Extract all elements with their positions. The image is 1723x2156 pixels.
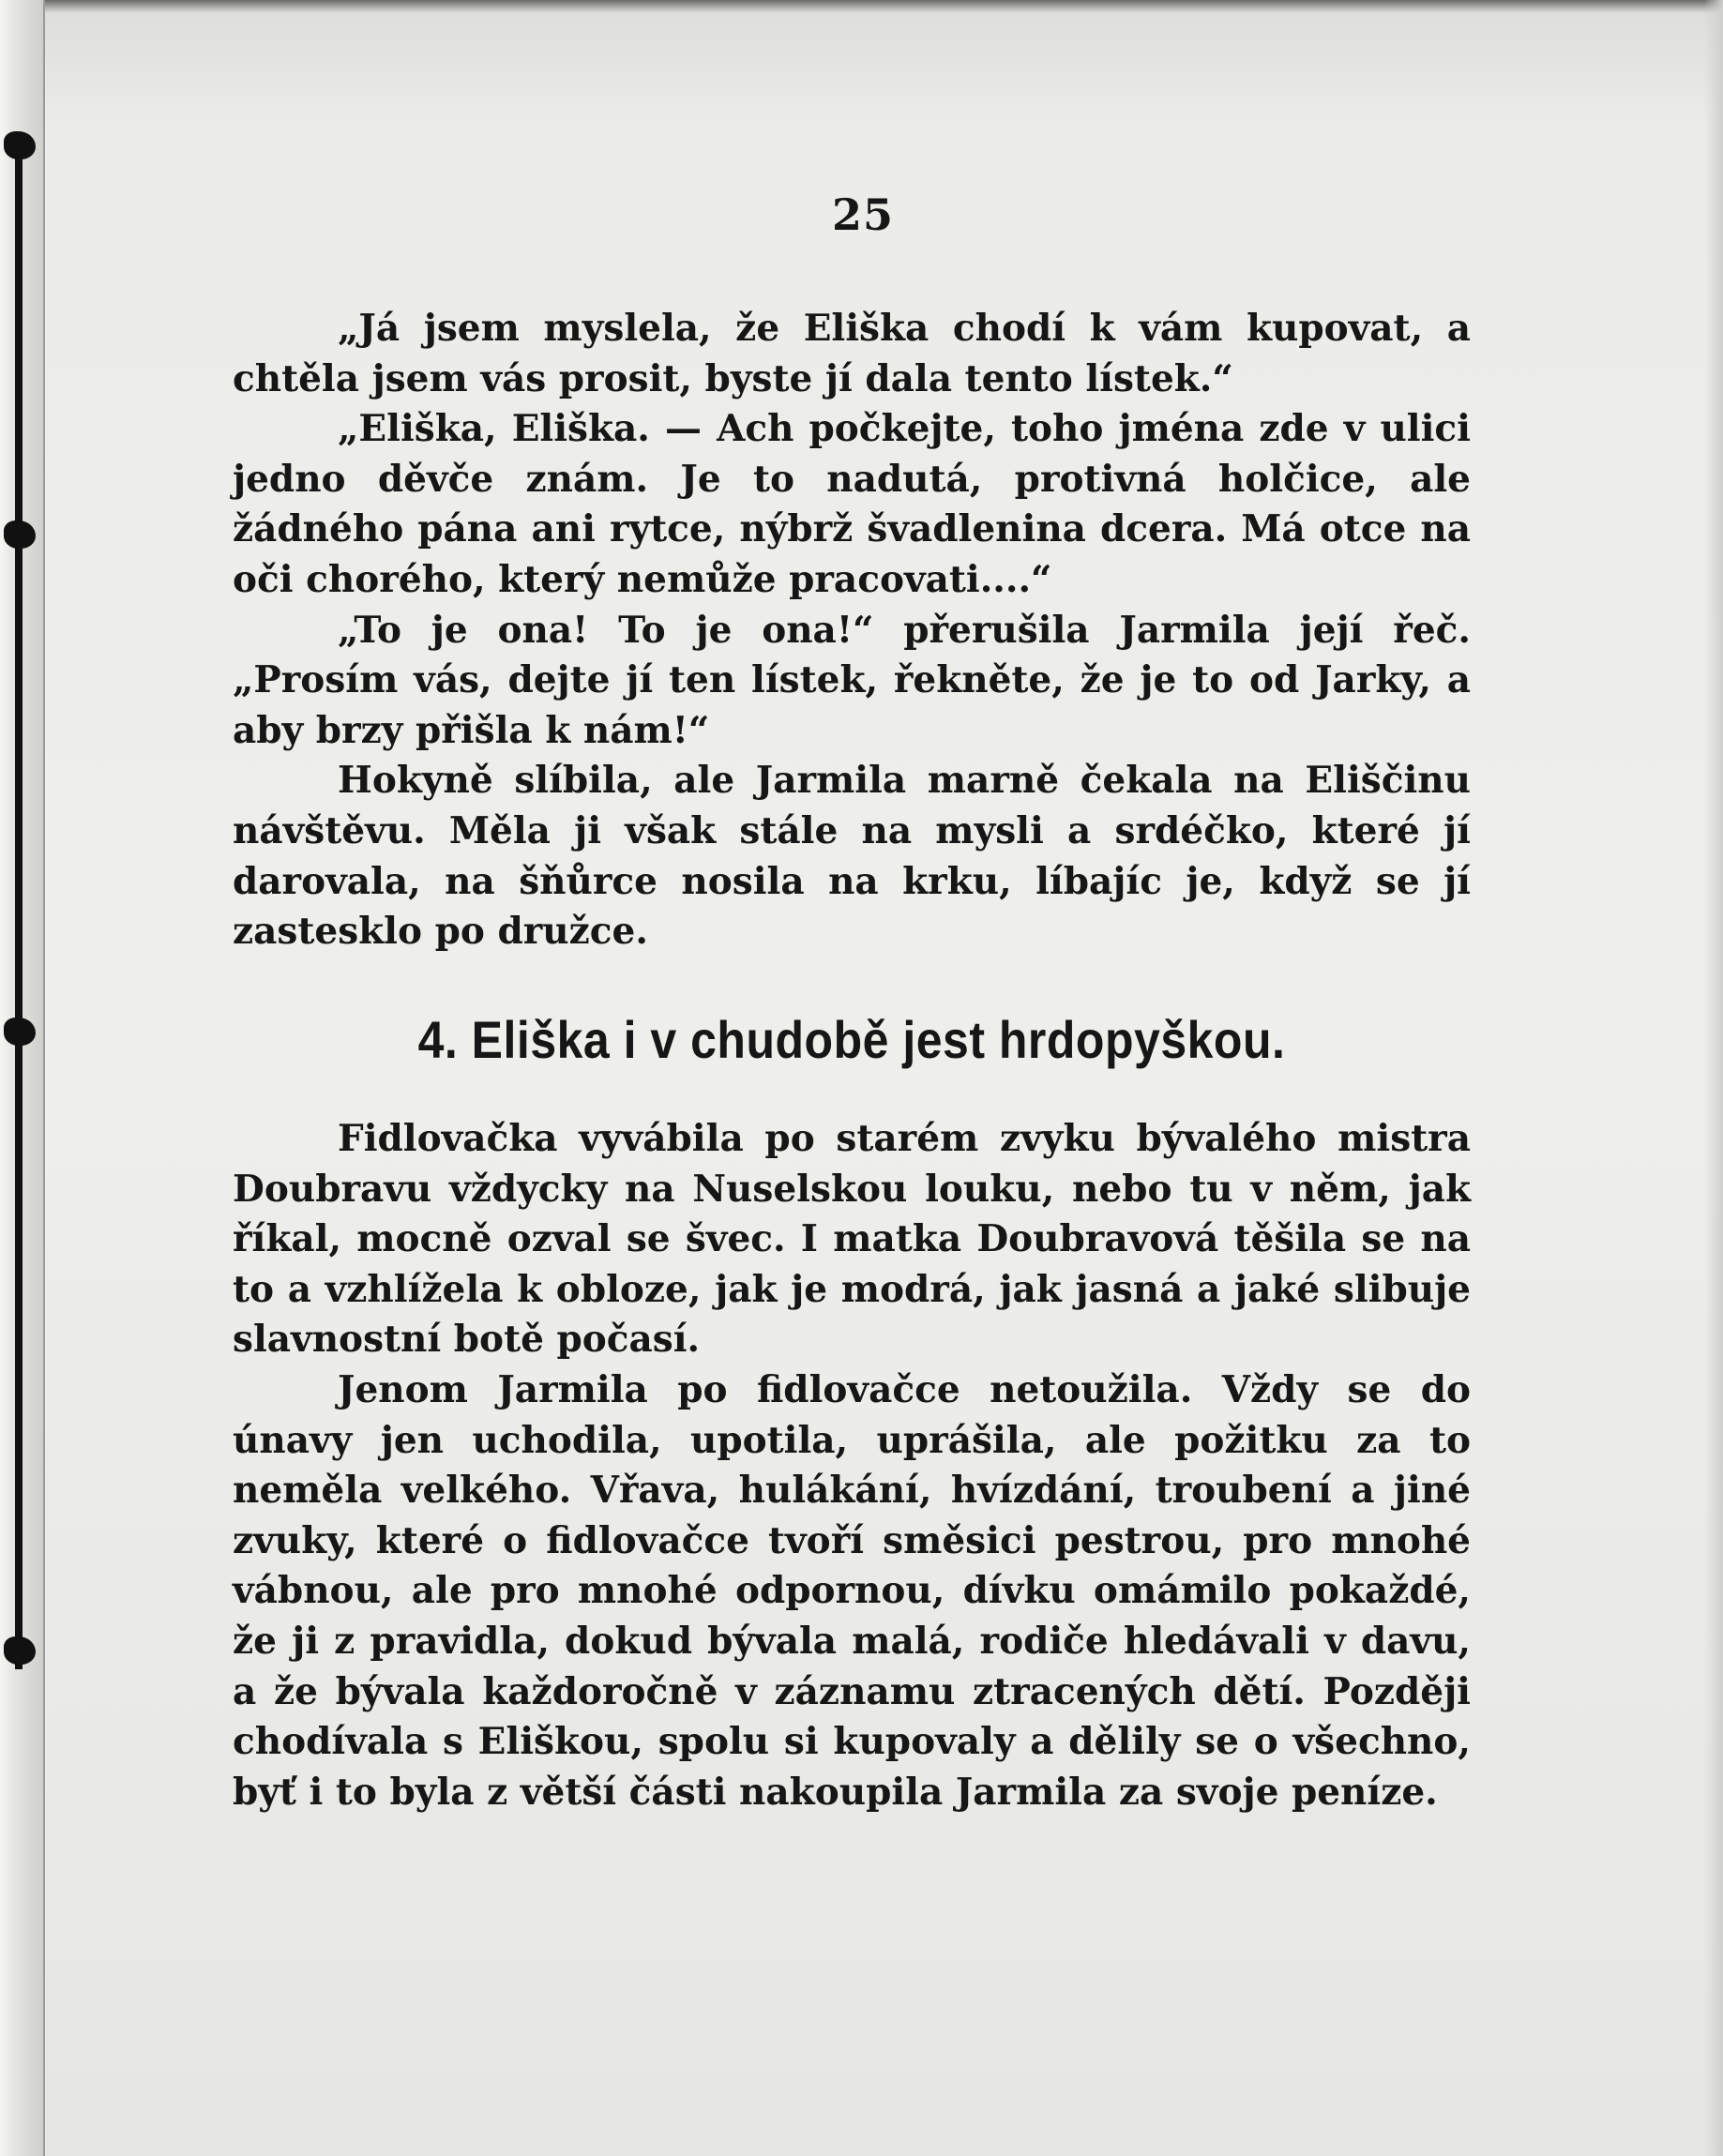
binding-knot: [4, 1018, 36, 1046]
binding-knot: [4, 520, 36, 549]
paragraph: „To je ona! To je ona!“ přerušila Jarmila její řeč. „Prosím vás, dejte jí ten lístek, řekněte, že je to od Jarky, a aby brzy přišla k nám!“: [233, 608, 1471, 752]
text-block-bottom: [233, 1114, 1471, 1817]
binding-knot: [4, 1636, 36, 1665]
paragraph: Fidlovačka vyvábila po starém zvyku bývalého mistra Doubravu vždycky na Nuselskou louku, nebo tu v něm, jak říkal, mocně ozval se švec. I matka Doubravová těšila se na to a vzhlížela k obloze, jak je modrá, jak jasná a jaké slibuje slavnostní botě počasí.: [233, 1117, 1471, 1362]
binding-thread: [15, 1013, 23, 1669]
binding-thread: [15, 141, 23, 535]
paragraph: Jenom Jarmila po fidlovačce netoužila. Vždy se do únavy jen uchodila, upotila, uprášila, ale požitku za to neměla velkého. Vřava, hulákání, hvízdání, troubení a jiné zvuky, které o fidlovačce tvoří směsici pestrou, pro mnohé vábnou, ale pro mnohé odpornou, dívku omámilo pokaždé, že ji z pravidla, dokud bývala malá, rodiče hledávali v davu, a že bývala každoročně v záznamu ztracených dětí. Později chodívala s Eliškou, spolu si kupovaly a dělily se o všechno, byť i to byla z větší části nakoupila Jarmila za svoje peníze.: [233, 1367, 1471, 1814]
page-number: 25: [831, 189, 894, 240]
binding-knot: [4, 131, 36, 159]
binding-thread: [15, 525, 23, 1013]
paragraph: „Já jsem myslela, že Eliška chodí k vám kupovat, a chtěla jsem vás prosit, byste jí dala tento lístek.“: [233, 307, 1471, 400]
paragraph: „Eliška, Eliška. — Ach počkejte, toho jména zde v ulici jedno děvče znám. Je to nadutá, protivná holčice, ale žádného pána ani rytce, nýbrž švadlenina dcera. Má otce na oči chorého, který nemůže pracovati....“: [233, 407, 1471, 601]
text-block-top: [233, 304, 1471, 957]
paragraph: Hokyně slíbila, ale Jarmila marně čekala na Eliščinu návštěvu. Měla ji však stále na mysli a srdéčko, které jí darovala, na šňůrce nosila na krku, líbajíc je, když se jí zastesklo po družce.: [233, 759, 1471, 954]
book-spine-binding: [0, 0, 45, 2156]
chapter-heading: 4. Eliška i v chudobě jest hrdopyškou.: [417, 1010, 1286, 1070]
page-top-edge: [43, 0, 1723, 13]
page-right-edge: [1704, 0, 1723, 2156]
